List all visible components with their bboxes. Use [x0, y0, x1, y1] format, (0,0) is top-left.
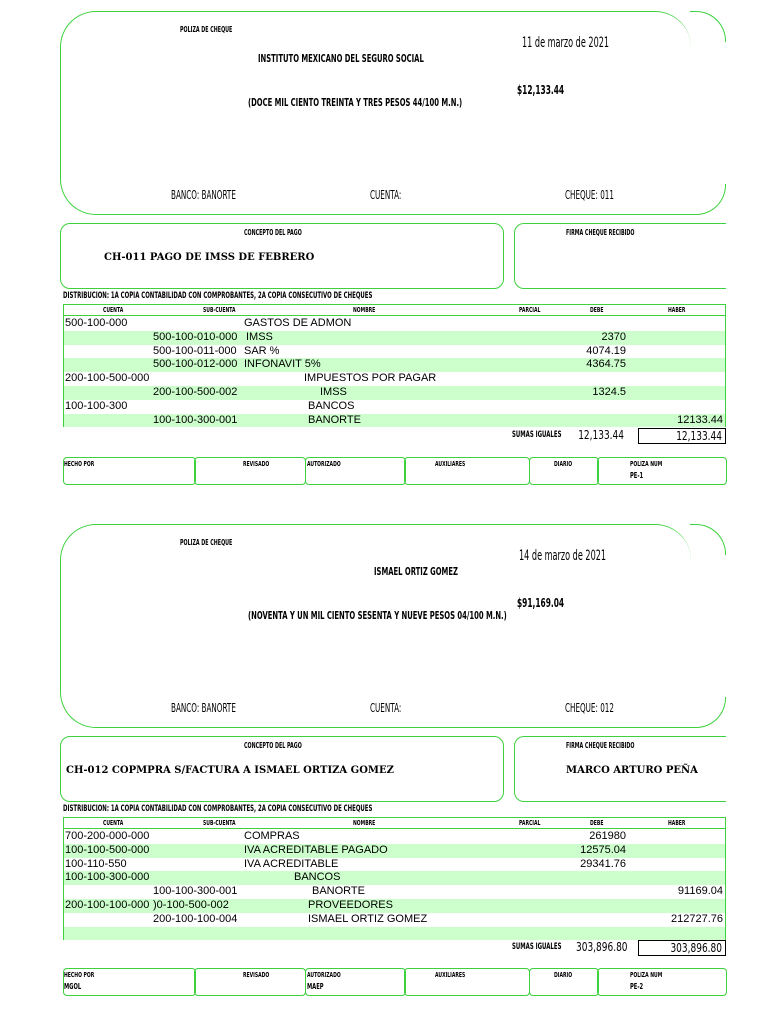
cell-nombre: IMSS [320, 386, 347, 398]
cell-subcuenta: 100-100-300-001 [153, 885, 238, 898]
column-header: CUENTA [103, 306, 124, 314]
cell-cuenta: 100-100-300 [65, 399, 128, 412]
signature-value: PE-1 [630, 471, 644, 480]
column-header: CUENTA [103, 819, 124, 827]
signature-label: AUTORIZADO [307, 460, 341, 468]
cell-subcuenta: )0-100-500-002 [153, 899, 229, 911]
table-header [63, 817, 725, 829]
signature-box [63, 968, 196, 996]
cheque-date: 11 de marzo de 2021 [522, 35, 610, 51]
cell-nombre: SAR % [244, 344, 280, 357]
cell-subcuenta: 100-100-300-001 [153, 413, 238, 426]
cell-debe: 4364.75 [586, 358, 626, 371]
signature-value: MGOL [64, 982, 82, 991]
account-label: CUENTA: [370, 701, 402, 715]
cheque-frame-corner [690, 11, 726, 42]
signature-label: AUXILIARES [435, 460, 466, 468]
concepto-text: CH-012 COPMPRA S/FACTURA A ISMAEL ORTIZA GOMEZ [66, 765, 394, 776]
sum-haber: 12,133.44 [676, 429, 722, 443]
table-row [63, 331, 725, 345]
cell-nombre: GASTOS DE ADMON [244, 317, 352, 329]
sum-debe: 12,133.44 [578, 428, 624, 442]
firma-text: MARCO ARTURO PEÑA [566, 765, 698, 776]
cheque-frame-corner [690, 697, 726, 728]
sum-haber: 303,896.80 [670, 941, 722, 955]
signature-value: PE-2 [630, 982, 644, 991]
signature-label: DIARIO [554, 971, 573, 979]
table-row [63, 927, 725, 941]
cell-nombre: IVA ACREDITABLE PAGADO [244, 843, 388, 856]
cheque-amount: $12,133.44 [517, 83, 565, 97]
signature-box [63, 457, 196, 485]
column-header: PARCIAL [519, 819, 541, 827]
cheque-number: CHEQUE: 011 [565, 188, 614, 202]
payee-name: ISMAEL ORTIZ GOMEZ [374, 565, 458, 578]
signature-label: POLIZA NUM [630, 460, 663, 468]
signature-label: REVISADO [243, 460, 270, 468]
cell-cuenta: 100-110-550 [65, 857, 127, 870]
cell-debe: 12575.04 [580, 843, 626, 856]
cell-debe: 1324.5 [592, 386, 626, 398]
cell-subcuenta: 200-100-500-002 [153, 386, 238, 398]
signature-label: REVISADO [243, 971, 270, 979]
cheque-number: CHEQUE: 012 [565, 701, 614, 715]
payee-name: INSTITUTO MEXICANO DEL SEGURO SOCIAL [258, 52, 424, 65]
table-row [63, 372, 725, 386]
cell-cuenta: 100-100-300-000 [65, 871, 150, 884]
table-row [63, 913, 725, 927]
column-header: SUB-CUENTA [203, 819, 236, 827]
cell-nombre: BANORTE [308, 413, 361, 426]
poliza-section [0, 0, 768, 500]
table-border [725, 817, 726, 940]
cell-subcuenta: 500-100-010-000 [153, 330, 238, 343]
cell-nombre: IMSS [246, 330, 273, 343]
poliza-label: POLIZA DE CHEQUE [180, 25, 233, 34]
cell-nombre: BANORTE [312, 885, 365, 898]
amount-in-words: (DOCE MIL CIENTO TREINTA Y TRES PESOS 44/100 M.N.) [248, 96, 463, 109]
cell-haber: 91169.04 [677, 885, 723, 898]
bank-label: BANCO: BANORTE [171, 188, 236, 202]
column-header: HABER [668, 306, 686, 314]
signature-label: AUXILIARES [435, 971, 466, 979]
table-row [63, 858, 725, 872]
signature-box [305, 457, 406, 485]
table-row [63, 899, 725, 913]
table-row [63, 358, 725, 372]
table-row [63, 844, 725, 858]
cell-debe: 2370 [601, 330, 626, 343]
signature-box [194, 457, 306, 485]
cell-nombre: PROVEEDORES [308, 899, 393, 911]
signature-box [597, 968, 727, 996]
signature-box [404, 457, 530, 485]
table-row [63, 386, 725, 400]
column-header: NOMBRE [353, 306, 376, 314]
column-header: DEBE [590, 819, 604, 827]
signature-label: POLIZA NUM [630, 971, 663, 979]
table-header [63, 304, 725, 316]
signature-box [305, 968, 406, 996]
poliza-section [0, 513, 768, 1013]
column-header: PARCIAL [519, 306, 541, 314]
sums-label: SUMAS IGUALES [512, 942, 562, 952]
table-row [63, 885, 725, 899]
sum-debe: 303,896.80 [576, 940, 628, 954]
firma-label: FIRMA CHEQUE RECIBIDO [566, 741, 635, 750]
firma-label: FIRMA CHEQUE RECIBIDO [566, 228, 635, 237]
concepto-text: CH-011 PAGO DE IMSS DE FEBRERO [104, 252, 315, 263]
cell-cuenta: 200-100-500-000 [65, 372, 150, 385]
column-header: HABER [668, 819, 686, 827]
table-row [63, 400, 725, 414]
cell-nombre: IMPUESTOS POR PAGAR [304, 372, 437, 385]
bank-label: BANCO: BANORTE [171, 701, 236, 715]
table-border [725, 304, 726, 427]
signature-box [529, 968, 599, 996]
cell-nombre: INFONAVIT 5% [244, 358, 321, 371]
cheque-frame-corner [690, 524, 726, 555]
concepto-label: CONCEPTO DEL PAGO [244, 741, 302, 750]
table-row [63, 317, 725, 331]
concepto-label: CONCEPTO DEL PAGO [244, 228, 302, 237]
cell-debe: 4074.19 [586, 344, 626, 357]
cell-nombre: BANCOS [294, 871, 341, 884]
cell-cuenta: 200-100-100-000 [65, 899, 150, 911]
distribution-note: DISTRIBUCION: 1A COPIA CONTABILIDAD CON COMPROBANTES, 2A COPIA CONSECUTIVO DE CHEQUES [63, 804, 373, 814]
table-row [63, 345, 725, 359]
cell-nombre: IVA ACREDITABLE [244, 857, 339, 870]
cell-nombre: BANCOS [308, 399, 355, 412]
table-row [63, 830, 725, 844]
signature-label: HECHO POR [64, 460, 95, 468]
cell-nombre: COMPRAS [244, 830, 300, 842]
cell-haber: 212727.76 [671, 912, 723, 925]
signature-box [404, 968, 530, 996]
account-label: CUENTA: [370, 188, 402, 202]
signature-label: AUTORIZADO [307, 971, 341, 979]
signature-label: HECHO POR [64, 971, 95, 979]
cell-haber: 12133.44 [677, 413, 723, 426]
table-row [63, 414, 725, 428]
poliza-label: POLIZA DE CHEQUE [180, 538, 233, 547]
sums-label: SUMAS IGUALES [512, 430, 562, 440]
cell-cuenta: 100-100-500-000 [65, 843, 150, 856]
cell-cuenta: 700-200-000-000 [65, 830, 150, 842]
cell-debe: 261980 [589, 830, 626, 842]
signature-value: MAEP [307, 982, 324, 991]
cell-subcuenta: 500-100-011-000 [153, 344, 237, 357]
table-border [63, 817, 64, 940]
column-header: DEBE [590, 306, 604, 314]
distribution-note: DISTRIBUCION: 1A COPIA CONTABILIDAD CON COMPROBANTES, 2A COPIA CONSECUTIVO DE CHEQUES [63, 291, 373, 301]
table-border [63, 304, 64, 427]
cell-debe: 29341.76 [580, 857, 626, 870]
cheque-amount: $91,169.04 [517, 596, 565, 610]
signature-box [529, 457, 599, 485]
cell-subcuenta: 200-100-100-004 [153, 912, 238, 925]
signature-box [194, 968, 306, 996]
signature-box [597, 457, 727, 485]
cheque-frame-corner [690, 184, 726, 215]
table-row [63, 871, 725, 885]
amount-in-words: (NOVENTA Y UN MIL CIENTO SESENTA Y NUEVE PESOS 04/100 M.N.) [248, 609, 507, 622]
column-header: SUB-CUENTA [203, 306, 236, 314]
signature-label: DIARIO [554, 460, 573, 468]
column-header: NOMBRE [353, 819, 376, 827]
cell-cuenta: 500-100-000 [65, 317, 128, 329]
cell-nombre: ISMAEL ORTIZ GOMEZ [308, 912, 428, 925]
cell-subcuenta: 500-100-012-000 [153, 358, 238, 371]
cheque-date: 14 de marzo de 2021 [519, 548, 607, 564]
